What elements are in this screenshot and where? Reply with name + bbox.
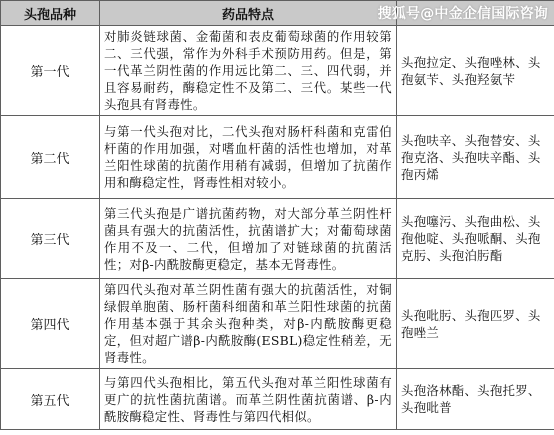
watermark: 搜狐号@中金企信国际咨询 xyxy=(377,6,548,22)
table-row xyxy=(1,369,554,430)
generation-cell: 第二代 xyxy=(1,116,100,199)
drugs-cell: 头孢呋辛、头孢替安、头孢克洛、头孢呋辛酯、头孢丙烯 xyxy=(397,116,554,199)
table-row xyxy=(1,279,554,369)
drugs-cell: 头孢噻污、头孢曲松、头孢他啶、头孢哌酮、头孢克肟、头孢泊肟酯 xyxy=(397,199,554,279)
table-row xyxy=(1,116,554,199)
table-row xyxy=(1,199,554,279)
table-row xyxy=(1,26,554,116)
generation-cell: 第一代 xyxy=(1,26,100,116)
features-cell: 对肺炎链球菌、金葡菌和表皮葡萄球菌的作用较第二、三代强，常作为外科手术预防用药。但是，第一代革兰阴性菌的作用远比第二、三、四代弱，并且容易耐药，酶稳定性不及第二、三代。某些一代头孢具有肾毒性。 xyxy=(100,26,397,116)
features-cell: 与第一代头孢对比，二代头孢对肠杆科菌和克雷伯杆菌的作用加强，对嗜血杆菌的活性也增加，对革兰阳性球菌的抗菌作用稍有减弱，但增加了抗菌作用和酶稳定性，肾毒性相对较小。 xyxy=(100,116,397,199)
drugs-cell: 头孢吡肟、头孢匹罗、头孢唑兰 xyxy=(397,279,554,369)
generation-cell: 第四代 xyxy=(1,279,100,369)
generation-cell: 第五代 xyxy=(1,369,100,430)
drugs-cell: 头孢洛林酯、头孢托罗、头孢吡普 xyxy=(397,369,554,430)
generation-cell: 第三代 xyxy=(1,199,100,279)
drugs-cell: 头孢拉定、头孢唑林、头孢氨苄、头孢羟氨苄 xyxy=(397,26,554,116)
header-variety: 头孢品种 xyxy=(1,1,100,26)
features-cell: 与第四代头孢相比，第五代头孢对革兰阳性球菌有更广的抗性菌抗菌谱。而革兰阴性菌抗菌谱、β-内酰胺酶稳定性、肾毒性与第四代相似。 xyxy=(100,369,397,430)
features-cell: 第四代头孢对革兰阴性菌有强大的抗菌活性，对铜绿假单胞菌、肠杆菌科细菌和革兰阳性球菌的抗菌作用基本强于其余头孢种类，对β-内酰胺酶更稳定，但对超广谱β-内酰胺酶(ESBL)稳定性稍差，无肾毒性。 xyxy=(100,279,397,369)
features-cell: 第三代头孢是广谱抗菌药物，对大部分革兰阴性杆菌具有强大的抗菌活性，抗菌谱扩大；对葡萄球菌作用不及一、二代，但增加了对链球菌的抗菌活性；对β-内酰胺酶更稳定，基本无肾毒性。 xyxy=(100,199,397,279)
header-features: 药品特点 xyxy=(100,1,397,26)
